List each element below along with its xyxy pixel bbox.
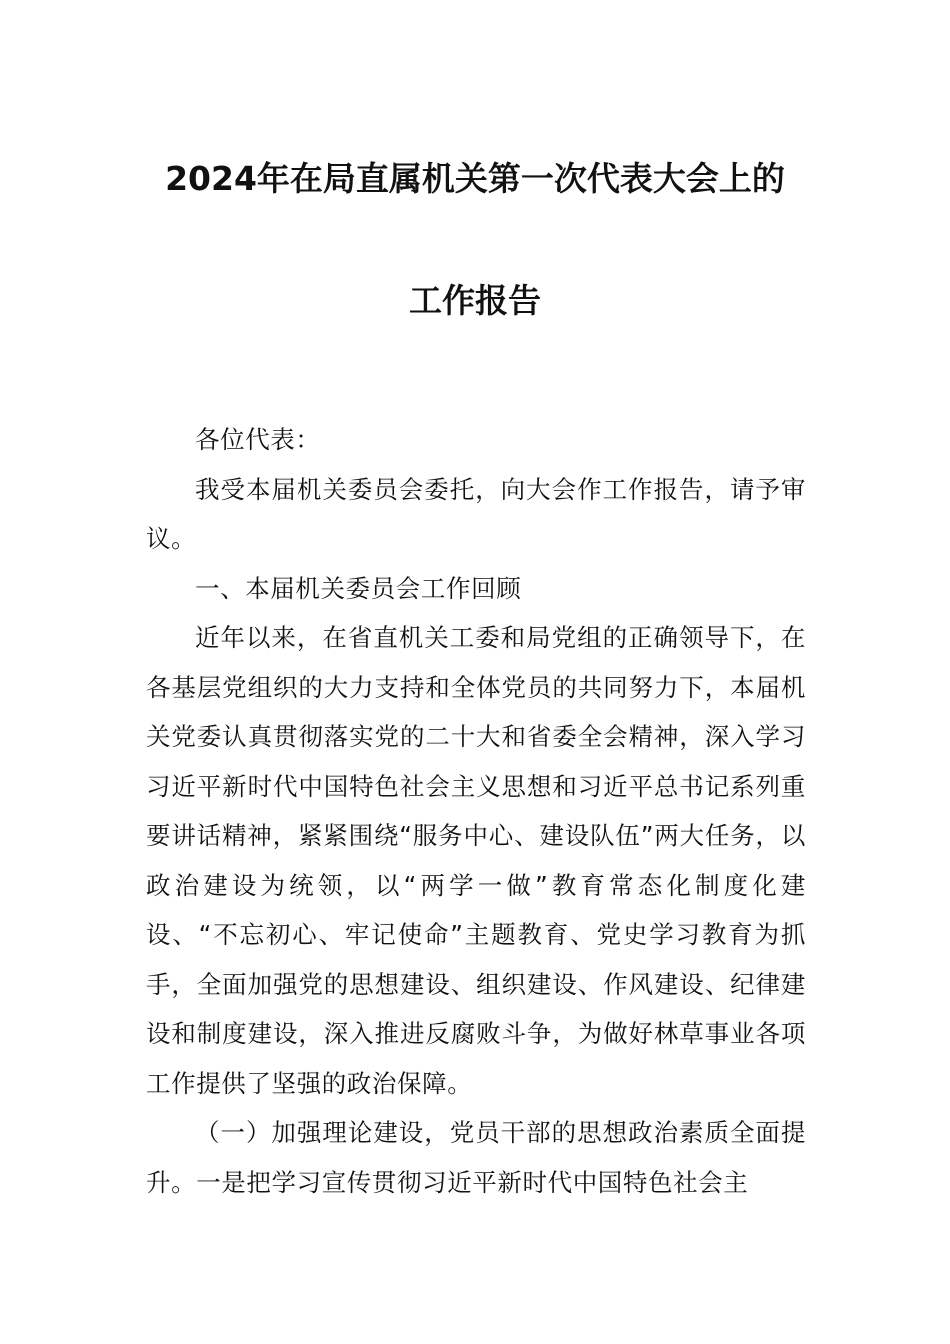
subsection-paragraph: （一）加强理论建设，党员干部的思想政治素质全面提升。一是把学习宣传贯彻习近平新时代中国特色社会主: [146, 1118, 806, 1197]
section-heading: 一、本届机关委员会工作回顾: [195, 573, 522, 603]
intro-paragraph: 我受本届机关委员会委托，向大会作工作报告，请予审议。: [146, 474, 806, 553]
document-title-line-2: 工作报告: [409, 281, 541, 320]
document-body: [146, 415, 806, 1207]
document-title-line-1: 2024年在局直属机关第一次代表大会上的: [165, 159, 785, 198]
body-paragraph: 近年以来，在省直机关工委和局党组的正确领导下，在各基层党组织的大力支持和全体党员的共同努力下，本届机关党委认真贯彻落实党的二十大和省委全会精神，深入学习习近平新时代中国特色社会主义思想和习近平总书记系列重要讲话精神，紧紧围绕“服务中心、建设队伍”两大任务，以政治建设为统领，以“两学一做”教育常态化制度化建设、“不忘初心、牢记使命”主题教育、党史学习教育为抓手，全面加强党的思想建设、组织建设、作风建设、纪律建设和制度建设，深入推进反腐败斗争，为做好林草事业各项工作提供了坚强的政治保障。: [146, 623, 806, 1098]
salutation-paragraph: 各位代表：: [195, 425, 321, 454]
